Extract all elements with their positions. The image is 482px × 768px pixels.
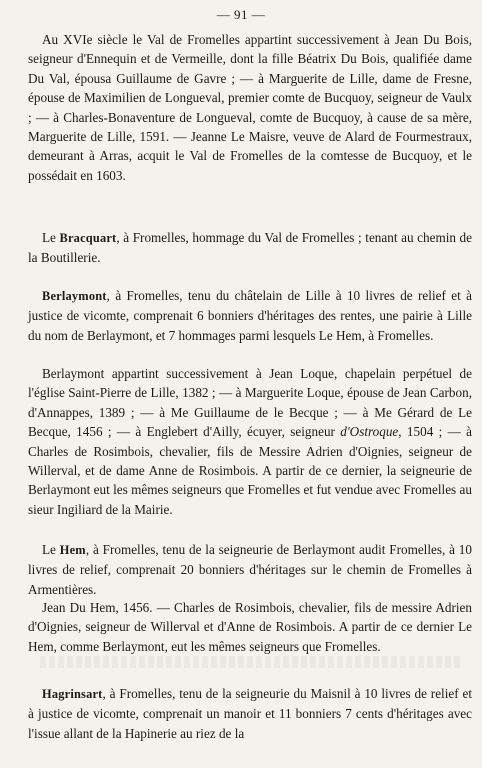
paragraph-text: , à Fromelles, tenu de la seigneurie de Berlaymont audit Fromelles, à 10 livres de relief, comprenait 20 bonniers d'héritages sur le chemin de Fromelles à Armentières. <box>28 542 472 597</box>
page-number: — 91 — <box>216 7 266 22</box>
paragraph-text: , 1504 ; — à Charles de Rosimbois, chevalier, fils de Messire Adrien d'Oignies, seigneur de Willerval, et de dame Anne de Rosimbois. A partir de ce dernier, la seigneurie de Berlaymont eut les mêmes seigneurs que Fromelles et fut vendue avec Fromelles au sieur Ingiliard de la Mairie. <box>28 424 472 517</box>
keyword-hagrinsart: Hagrinsart <box>42 687 103 701</box>
paragraph-text: Jean Du Hem, 1456. — Charles de Rosimbois, chevalier, fils de messire Adrien d'Oignies, seigneur de Willerval et d'Anne de Rosimbois. A partir de ce dernier Le Hem, comme Berlaymont, eut les mêmes seigneurs que Fromelles. <box>28 600 472 654</box>
show-through-texture <box>40 656 460 668</box>
paragraph-berlaymont-succession <box>28 364 472 519</box>
keyword-bracquart: Bracquart <box>59 231 117 245</box>
paragraph-le-hem <box>28 540 472 599</box>
paragraph-jean-du-hem <box>28 598 472 656</box>
paragraph-text: , à Fromelles, hommage du Val de Fromelles ; tenant au chemin de la Boutillerie. <box>28 230 472 266</box>
paragraph-text: , à Fromelles, tenu de la seigneurie du Maisnil à 10 livres de relief et à justice de vicomte, comprenait un manoir et 11 bonniers 7 cents d'héritages avec l'issue allant de la Hapinerie au riez de la <box>28 686 472 741</box>
italic-place-name: d'Ostroque <box>340 424 399 440</box>
paragraph-lead: Le <box>42 230 60 245</box>
paragraph-hagrinsart <box>28 684 472 743</box>
paragraph-lead: Le <box>42 542 60 557</box>
paragraph-text: Au XVIe siècle le Val de Fromelles appartint successivement à Jean Du Bois, seigneur d'Ennequin et de Vermeille, dont la fille Béatrix Du Bois, qualifiée dame Du Val, épousa Guillaume de Gavre ; — à Marguerite de Lille, dame de Fresne, épouse de Maximilien de Longueval, premier comte de Bucquoy, seigneur de Vaulx ; — à Charles-Bonaventure de Longueval, comte de Bucquoy, à cause de sa mère, Marguerite de Lille, 1591. — Jeanne Le Maisre, veuve de Alard de Fourmestraux, demeurant à Arras, acquit le Val de Fromelles de la comtesse de Bucquoy, et le possédait en 1603. <box>28 32 472 183</box>
paragraph-text: , à Fromelles, tenu du châtelain de Lille à 10 livres de relief et à justice de vicomte, comprenait 6 bonniers d'héritages des rentes, une pairie à Lille du nom de Berlaymont, et 7 hommages parmi lesquels Le Hem, à Fromelles. <box>28 288 472 343</box>
keyword-berlaymont: Berlaymont <box>42 289 107 303</box>
paragraph-text: Berlaymont appartint successivement à Jean Loque, chapelain perpétuel de l'église Saint-Pierre de Lille, 1382 ; — à Marguerite Loque, épouse de Jean Carbon, d'Annappes, 1389 ; — à Me Guillaume de le Becque ; — à Me Gérard de Le Becque, 1456 ; — à Englebert d'Ailly, écuyer, seigneur <box>28 366 472 440</box>
paragraph-bracquart <box>28 228 472 268</box>
paragraph-berlaymont <box>28 286 472 345</box>
keyword-hem: Hem <box>59 543 86 557</box>
paragraph-val-de-fromelles <box>28 30 472 185</box>
